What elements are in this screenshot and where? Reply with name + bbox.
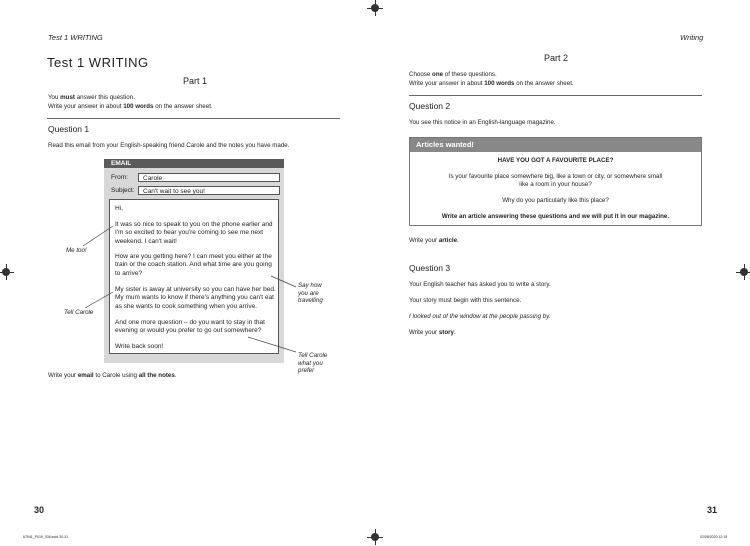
instructions: You must answer this question. Write your answer in about 100 words on the answer sheet. [48, 94, 213, 110]
notice-line-2: like a room in your house? [519, 181, 592, 188]
pointer-tell-carole [85, 292, 113, 308]
email-paragraph-1: It was so nice to speak to you on the phone earlier and I'm so excited to hear you're coming to see me next weekend. I can't wait! [115, 221, 273, 245]
part-heading: Part 1 [183, 76, 208, 86]
email-paragraph-2: How are you getting here? I can meet you either at the train or the coach station. And what time are you going to arrive? [115, 253, 272, 277]
notice-footer: Write an article answering these questions and we will put it in our magazine. [441, 213, 670, 220]
question-3-instruction: Write your story. [409, 329, 456, 336]
note-say-how: Say how you are travelling [298, 282, 323, 304]
running-header-left: Test 1 WRITING [48, 33, 103, 42]
email-paragraph-4: And one more question – do you want to stay in that evening or would you prefer to go out somewhere? [115, 319, 265, 335]
pointer-tell-prefer [248, 337, 296, 352]
note-tell-carole: Tell Carole [64, 309, 94, 316]
question-3-line-2: Your story must begin with this sentence. [409, 297, 522, 304]
running-header-right: Writing [680, 33, 704, 42]
question-2-heading: Question 2 [409, 101, 451, 111]
notice-line-1: Is your favourite place somewhere big, like a town or city, or somewhere small [448, 173, 663, 180]
page-title: Test 1 WRITING [47, 55, 149, 70]
notice-header: Articles wanted! [410, 138, 701, 152]
email-instruction: Write your email to Carole using all the notes. [48, 372, 177, 379]
question-2-instruction: Write your article. [409, 237, 459, 244]
question-3-sentence: I looked out of the window at the people passing by. [409, 313, 551, 320]
email-signoff: Write back soon! [115, 343, 164, 350]
print-slug-left: 67541_P019_036.indd 30-31 [23, 535, 69, 539]
question-prompt: Read this email from your English-speaking friend Carole and the notes you have made. [48, 142, 290, 149]
email-paragraph-3: My sister is away at university so you can have her bed. My mum wants to know if there's anything you can't eat as she wants to cook something when you arrive. [115, 286, 276, 310]
magazine-notice [409, 137, 702, 226]
from-label: From: [111, 174, 128, 181]
part-heading-right: Part 2 [544, 53, 569, 63]
subject-field: Can't wait to see you! [138, 186, 280, 195]
from-field: Carole [138, 173, 280, 182]
page-number-left: 30 [34, 505, 45, 515]
pointer-me-too [83, 226, 113, 246]
instructions-right: Choose one of these questions. Write your answer in about 100 words on the answer sheet. [409, 71, 574, 87]
question-2-prompt: You see this notice in an English-language magazine. [409, 119, 556, 126]
question-3-heading: Question 3 [409, 263, 451, 273]
notice-line-3: Why do you particularly like this place? [502, 197, 609, 204]
question-heading: Question 1 [48, 124, 90, 134]
pointer-say-how [271, 276, 296, 287]
subject-label: Subject: [111, 187, 135, 194]
email-header: EMAIL [104, 159, 284, 168]
print-slug-right: 02/08/2020 12:15 [700, 535, 728, 539]
note-tell-prefer: Tell Carole what you prefer [298, 352, 328, 374]
question-3-line-1: Your English teacher has asked you to write a story. [409, 281, 551, 288]
notice-heading: HAVE YOU GOT A FAVOURITE PLACE? [497, 157, 614, 164]
email-greeting: Hi, [115, 205, 123, 212]
page-number-right: 31 [707, 505, 718, 515]
note-me-too: Me too! [66, 247, 87, 254]
divider-right [409, 95, 702, 96]
